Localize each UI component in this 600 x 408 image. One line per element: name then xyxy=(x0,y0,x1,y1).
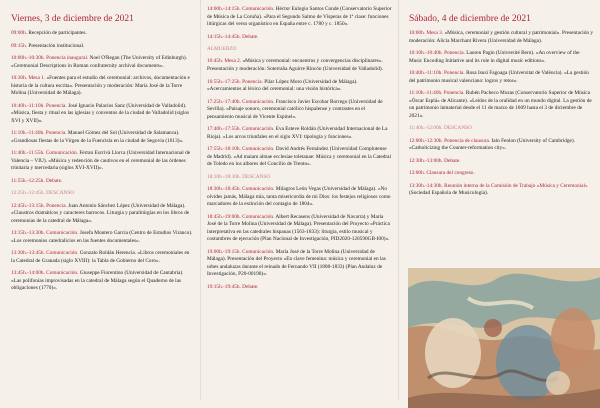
program-entry xyxy=(207,214,392,244)
entry-time: 10:10h.-10:40h. xyxy=(409,50,443,57)
saturday-morning-entries xyxy=(409,30,594,120)
entry-time: 17:55h.-18:10h. xyxy=(207,146,241,153)
entry-type: Ponencia. xyxy=(46,202,67,209)
column-friday xyxy=(0,0,200,400)
entry-time: 16:45h. xyxy=(207,58,224,65)
friday-afternoon-entries-1 xyxy=(207,6,392,29)
baroque-painting-image xyxy=(408,268,600,408)
entry-body: Recepción de participantes. xyxy=(28,30,87,36)
entry-type: Comunicación. xyxy=(242,98,275,105)
entry-time: 12:45h.-13:15h. xyxy=(11,202,45,209)
program-entry xyxy=(207,186,392,209)
entry-body: David Andrés Fernández (Universidad Complutense de Madrid). «Ad maiam almae ecclesiae toletanae: Música y ceremonial en la Catedral de Toledo en los albores del Concilio de Trento». xyxy=(207,146,391,168)
entry-body: Pilar López Moro (Universidad de Málaga). «Acercamientos al léxico del ceremonial: una visión histórica». xyxy=(207,78,358,93)
entry-type: Comunicación. xyxy=(242,146,275,153)
entry-body: Iain Fenlon (University of Cambridge). «Catholicizing the Counter-reformation city». xyxy=(409,137,575,152)
entry-type: Comunicación. xyxy=(242,186,275,193)
entry-body: Milagros León Vegas (Universidad de Málaga). «No olvides jamás, Málaga mía, tanta misericordia de mi Dios: los festejos religiosos como marcadores de la extinción del contagio de 1804». xyxy=(207,186,391,208)
program-entry xyxy=(409,50,594,65)
entry-time: 10:40h.-11:10h. xyxy=(409,70,443,77)
entry-type: Comunicación. xyxy=(242,6,275,12)
painting-illustration xyxy=(408,268,600,408)
entry-type: Comunicación. xyxy=(45,150,78,157)
entry-body: Giuseppe Fiorentino (Universidad de Cantabria). «Las polifonías improvisadas en la catedral de Málaga según el Quaderno de las obligaciones (1770)». xyxy=(11,270,184,292)
entry-body: Ferran Escrivà Llorca (Universidad Internacional de Valencia – VIU). «Música y redención de cautivos en el ceremonial de las órdenes trinitaria y mercedaria (siglos XVI-XVII)». xyxy=(11,150,191,172)
entry-time: 13:30h.-13:45h. xyxy=(11,250,45,257)
entry-type: Ponencia. xyxy=(444,50,465,57)
program-entry xyxy=(11,130,194,145)
entry-type: Mesa 2. xyxy=(224,58,242,65)
break-friday: 12:25h.-12:45h. DESCANSO xyxy=(11,190,75,197)
entry-body: «Fuentes para el estudio del ceremonial: archivos, documentación e historia de la cultura escrita». Presentación y moderación: María José de la Torre Molina (Universidad de Málaga). xyxy=(11,75,190,97)
entry-time: 19:00h.-19:15h. xyxy=(207,248,241,255)
program-entry xyxy=(409,90,594,120)
entry-type: Comunicación. xyxy=(242,126,275,133)
debate-4: 12:30h.-13:00h. Debate. xyxy=(409,157,461,164)
entry-body: Gonzalo Roldán Herencia. «Libros ceremoniales en la Catedral de Granada (siglo XVIII): la Tabla de Gobierno del Coro». xyxy=(11,250,190,264)
entry-body: Albert Recasens (Universidad de Navarra) y María José de la Torre Molina (Universidad de Málaga). Presentación del Proyecto «Práctica interpretativa en las catedrales hispanas (1563-1833): liturgia, estilo musical y costumbres de ejecución (Plan Nacional de Investigación, PID2020-120590GB-I00)». xyxy=(207,213,390,243)
entry-time: 10:00h.-10:30h. xyxy=(11,55,45,62)
entry-time: 09:15h. xyxy=(11,42,28,49)
program-entry xyxy=(207,146,392,169)
entry-type: Ponencia. xyxy=(443,70,465,77)
debate-3: 19:15h.-19:45h. Debate. xyxy=(207,283,259,290)
entry-time: 10:00h. xyxy=(409,30,426,36)
internal-meeting: 13:30h.-14:30h. Reunión interna de la Comisión de Trabajo «Música y Ceremonial» (Sociedad Española de Musicología). xyxy=(409,182,588,197)
program-entry xyxy=(207,99,392,122)
entry-body: Rosa Isusi Fagoaga (Universitat de València). «La gestión del patrimonio musical valenciano: logros y retos». xyxy=(409,70,589,84)
day-heading-friday: Viernes, 3 de diciembre de 2021 xyxy=(11,14,134,24)
entry-body: «Música, ceremonial y gestión cultural y patrimonial». Presentación y moderación: Alicia Marchant Rivera (Universidad de Málaga). xyxy=(409,30,594,44)
program-entry xyxy=(11,55,194,70)
entry-type: Comunicación. xyxy=(46,270,79,277)
entry-type: Comunicación. xyxy=(46,230,79,237)
entry-body: Manuel Gómez del Sol (Universidad de Salamanca). «Grandiosas fiestas de la Virgen de la Fuencisla en la ciudad de Segovia (1613)». xyxy=(11,130,184,144)
program-entry xyxy=(207,126,392,141)
program-entry xyxy=(409,138,594,153)
entry-type: Ponencia de clausura. xyxy=(444,137,491,144)
entry-type: Comunicación. xyxy=(242,248,275,255)
entry-type: Mesa 3. xyxy=(426,30,444,36)
program-entry xyxy=(11,43,194,51)
entry-time: 09:00h. xyxy=(11,30,28,36)
column-friday-afternoon xyxy=(200,0,398,400)
entry-time: 17:40h.-17:55h. xyxy=(207,126,241,133)
program-entry xyxy=(207,79,392,94)
entry-type: Ponencia. xyxy=(45,102,67,109)
entry-body: José Ignacio Palacios Sanz (Universidad de Valladolid). «Música, fiesta y ritual en las iglesias y conventos de la ciudad de Valladolid (siglos XVI y XVII)». xyxy=(11,102,190,124)
program-entry xyxy=(11,230,194,245)
entry-body: Lauren Pagin (Université Bern). «An overview of the Music Encoding Initiative and its role in digital music editions». xyxy=(409,50,580,64)
entry-time: 17:25h.-17:40h. xyxy=(207,98,241,105)
entry-type: Ponencia. xyxy=(45,130,67,137)
entry-body: Rubén Pacheco Mozas (Conservatorio Superior de Música «Óscar Esplá» de Alicante). «Leídos de la oralidad en un mundo digital. La gestión de un patrimonio inmaterial desde el 11 de marzo de 1609 hasta el 3 de diciembre de 2021». xyxy=(409,90,592,119)
entry-type: Comunicación. xyxy=(46,250,79,257)
program-entry xyxy=(11,103,194,126)
entry-body: Josefa Montero García (Centro de Estudios Viranco). «Los ceremonios catedralicios en las fuentes documentales». xyxy=(11,230,193,244)
entry-body: Francisco Javier Escobar Borrego (Universidad de Sevilla). «Paisaje sonoro, ceremonial católico hispalense y contrastes en el pensamiento musical de Vicente Espinel». xyxy=(207,98,383,120)
entry-type: Ponencia inaugural. xyxy=(46,55,89,62)
entry-body: Noel O'Regan (The University of Edinburgh). «Ceremonial Descriptions in Roman confraternity archival documents». xyxy=(11,55,187,69)
entry-type: Comunicación. xyxy=(242,213,275,220)
break-saturday: 11:40h.-12:00h. DESCANSO xyxy=(409,125,472,132)
program-entry xyxy=(207,6,392,29)
entry-body: Eva Esteve Roldán (Universidad Internacional de La Rioja). «Los arcos triunfales en el siglo XVI: tipología y funciones». xyxy=(207,126,388,140)
entry-time: 13:15h.-13:30h. xyxy=(11,230,45,237)
entry-time: 10:30h. xyxy=(11,75,28,82)
entry-type: Ponencia. xyxy=(242,78,263,85)
entry-body: Héctor Eulogio Santos Conde (Conservatorio Superior de Música de La Coruña). «Para el Segundo Salmo de Vísperas de 1ª clase: funciones litúrgicas del verso organístico en España entre c. 1780 y c. 1850». xyxy=(207,6,392,28)
entry-time: 11:10h.-11:40h. xyxy=(409,90,443,97)
entry-time: 18:30h.-18:45h. xyxy=(207,186,241,193)
program-entry xyxy=(11,150,194,173)
program-entry xyxy=(11,270,194,293)
program-entry xyxy=(409,70,594,85)
program-entry xyxy=(207,58,392,73)
program-entry xyxy=(207,249,392,279)
break-friday-evening: 18:10h.-18:30h. DESCANSO xyxy=(207,173,271,180)
debate-1: 11:55h.-12:25h. Debate. xyxy=(11,177,63,184)
entry-time: 14:00h.-14:15h. xyxy=(207,6,241,12)
program-entry xyxy=(11,203,194,226)
entry-time: 18:45h.-19:00h. xyxy=(207,213,241,220)
closing-ceremony: 13:00h. Clausura del congreso. xyxy=(409,170,475,177)
entry-type: Mesa 1. xyxy=(28,75,46,82)
entry-type: Ponencia. xyxy=(443,90,465,97)
entry-body: «Música y ceremonial: encuentros y convergencias disciplinares». Presentación y moderación: Soterraña Aguirre Rincón (Universidad de Valladolid). xyxy=(207,58,383,72)
lunch-break: ALMUERZO xyxy=(207,46,237,53)
entry-body: Juan Antonio Sánchez López (Universidad de Málaga). «Claustros dramáticos y caracteres barrocos. Liturgia y paralitúrgias en los libros de ceremonias de la catedral de Málaga». xyxy=(11,202,190,224)
program-entry xyxy=(11,250,194,265)
friday-midday-entries xyxy=(11,203,194,293)
entry-time: 12:00h.-12:30h. xyxy=(409,137,443,144)
entry-body: Presentación institucional. xyxy=(28,42,85,49)
program-entry xyxy=(11,30,194,38)
day-heading-saturday: Sábado, 4 de diciembre de 2021 xyxy=(409,14,531,24)
entry-body: María José de la Torre Molina (Universidad de Málaga). Presentación del Proyecto «En clave femenina: música y ceremonial en las urbes andaluzas durante el reinado de Fernando VII (1808-1833) (Plan Andaluz de Investigación, P20-00190)». xyxy=(207,248,386,278)
friday-morning-entries xyxy=(11,30,194,173)
entry-time: 10:40h.-11:10h. xyxy=(11,102,45,109)
program-entry xyxy=(409,30,594,45)
entry-time: 11:40h.-11:55h. xyxy=(11,150,45,157)
debate-2: 14:15h.-14:45h. Debate. xyxy=(207,33,259,40)
program-entry xyxy=(11,75,194,98)
entry-time: 11:10h.-11:40h. xyxy=(11,130,45,137)
entry-time: 16:55h.-17:25h. xyxy=(207,78,241,85)
entry-time: 13:45h.-14:00h. xyxy=(11,270,45,277)
friday-afternoon-entries-2 xyxy=(207,58,392,168)
friday-evening-entries xyxy=(207,186,392,279)
saturday-closing-entries xyxy=(409,138,594,153)
